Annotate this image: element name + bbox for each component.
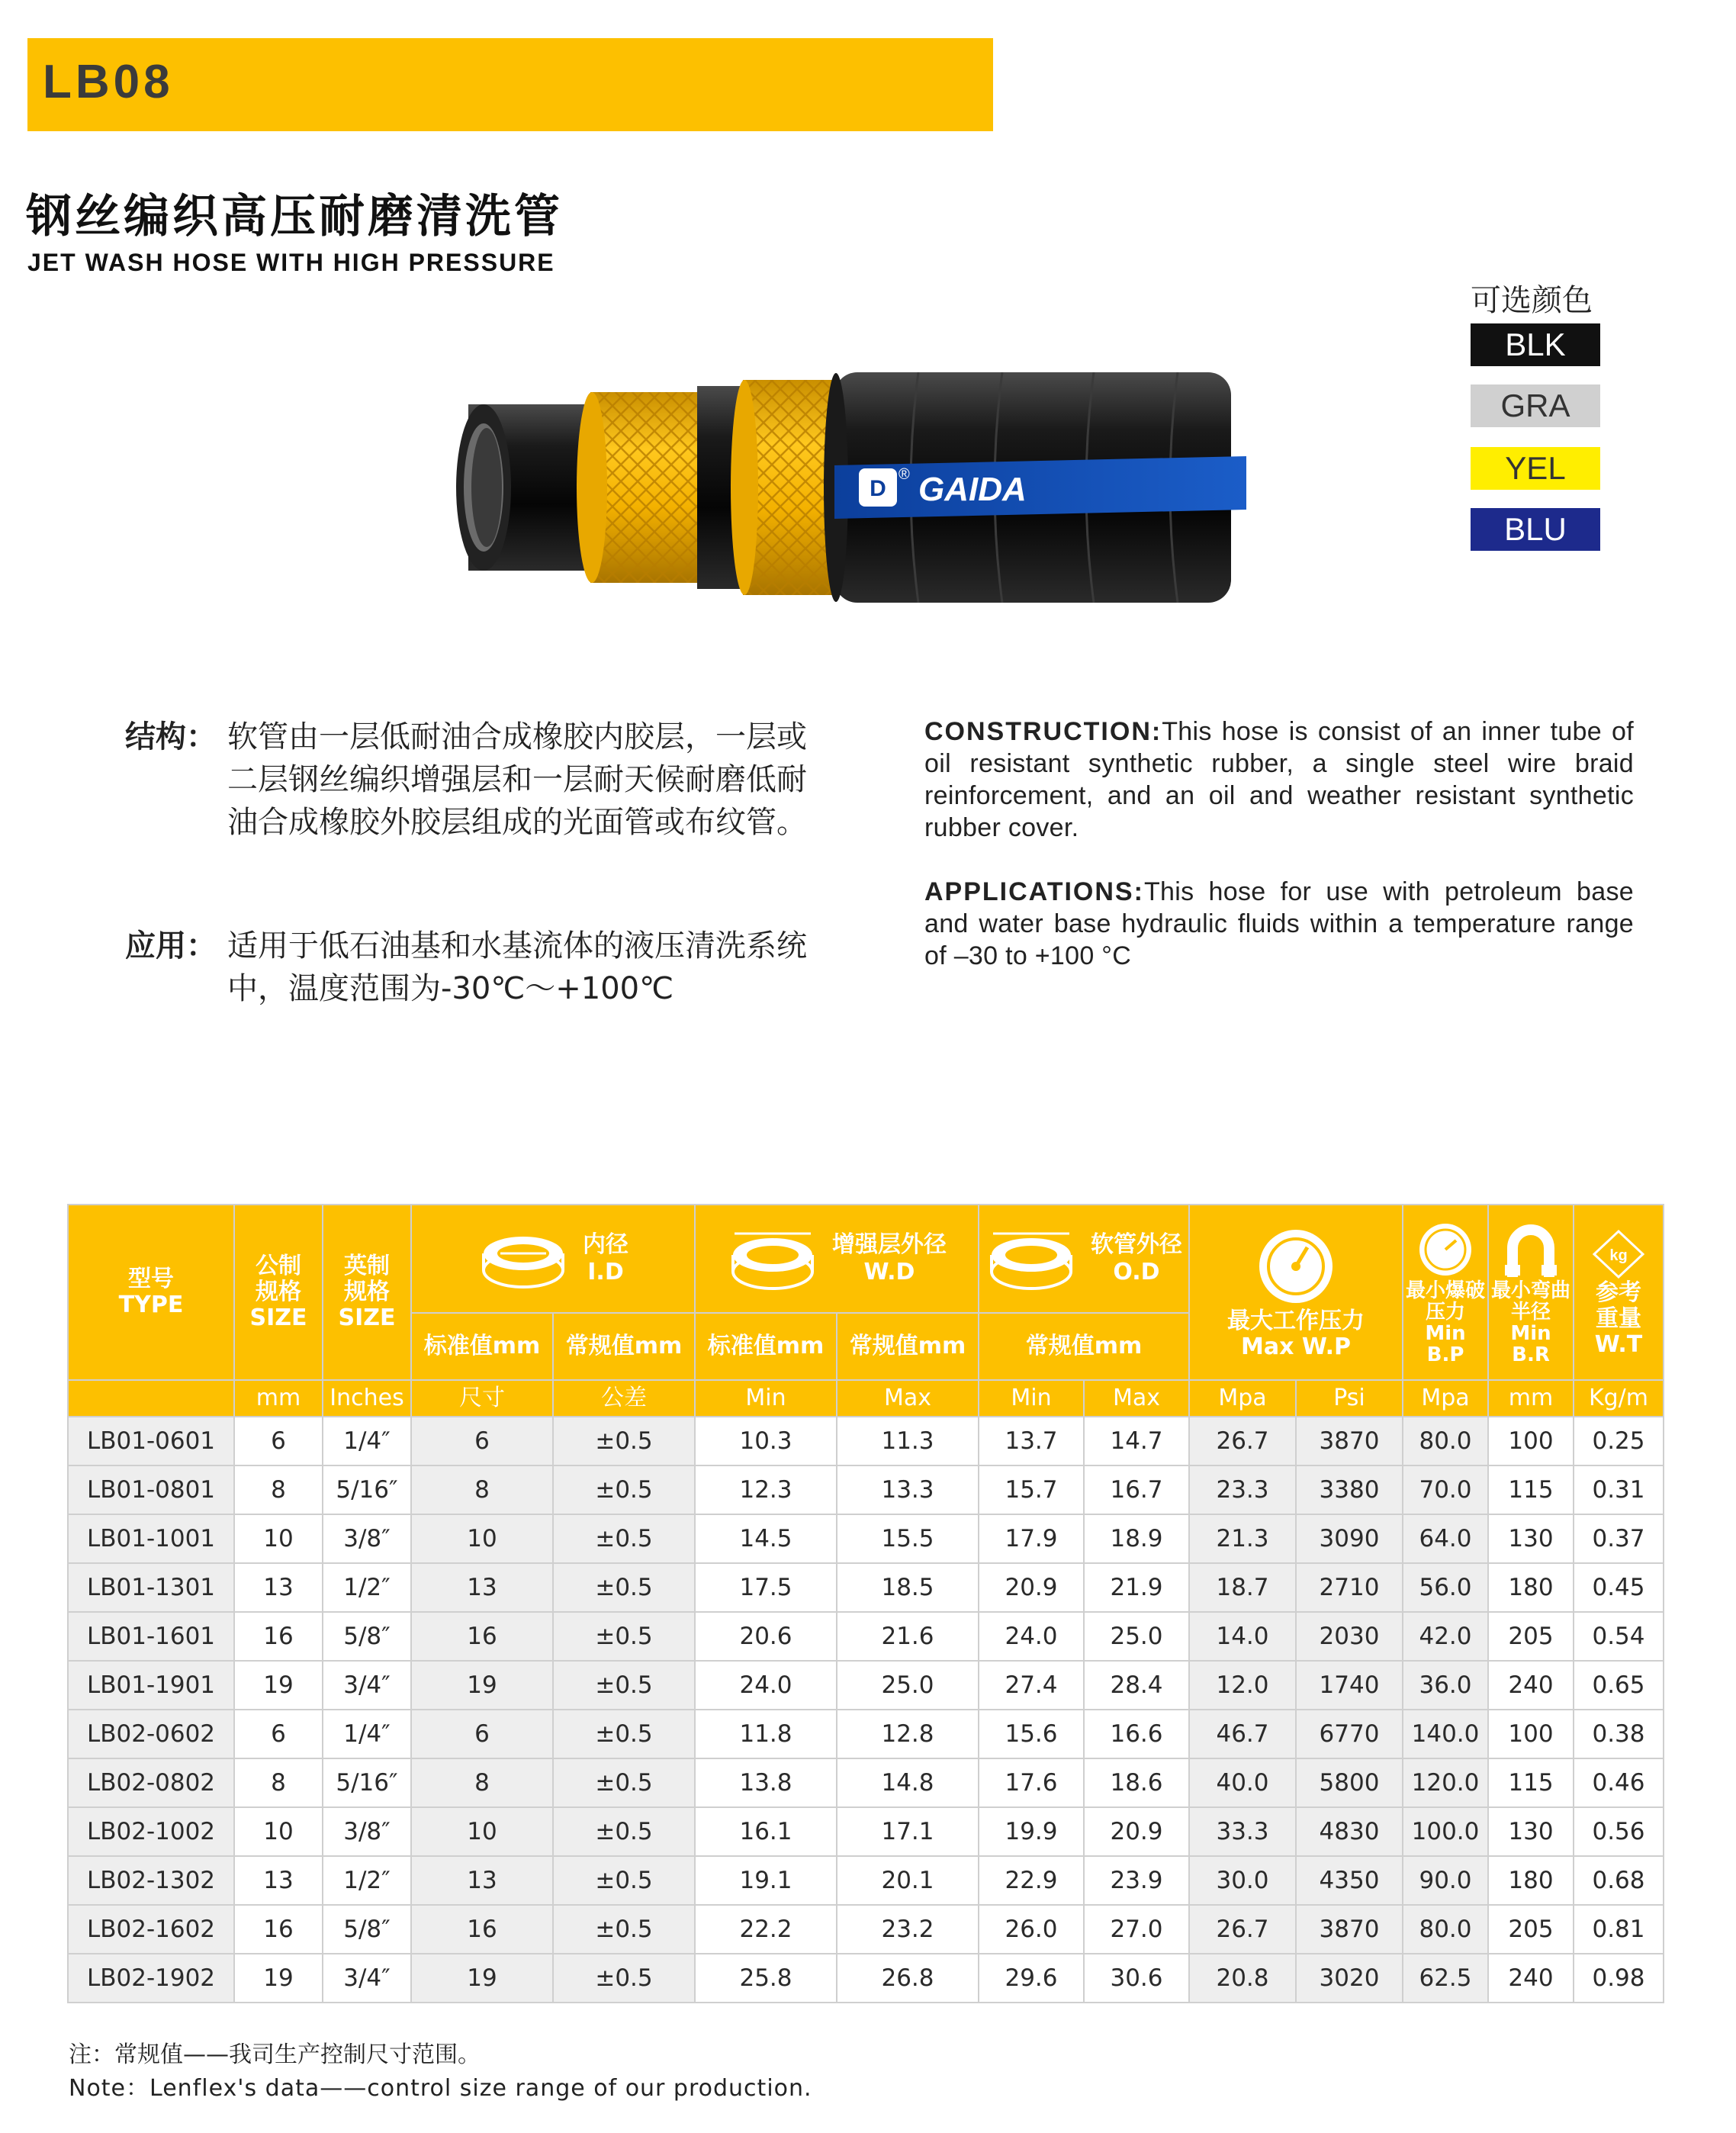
table-cell: 21.3 (1189, 1514, 1296, 1563)
table-cell: 0.38 (1574, 1710, 1664, 1758)
table-cell: 16 (411, 1905, 553, 1954)
table-cell: 25.0 (837, 1661, 979, 1710)
table-cell: 12.8 (837, 1710, 979, 1758)
table-cell: 130 (1488, 1807, 1574, 1856)
units-row (68, 1380, 1664, 1417)
table-cell: 16.6 (1084, 1710, 1189, 1758)
col-wt-cn: 参考重量 (1596, 1279, 1641, 1332)
table-cell: 3090 (1296, 1514, 1403, 1563)
table-cell: 28.4 (1084, 1661, 1189, 1710)
application-en-text: This hose for use with petroleum base and water base hydraulic fluids within a temperature range of –30 to +100 °C (924, 877, 1634, 970)
model-banner (27, 38, 993, 131)
table-cell: 3/4″ (323, 1661, 411, 1710)
table-cell: 14.0 (1189, 1612, 1296, 1661)
table-cell: LB02-0802 (68, 1758, 234, 1807)
bend-radius-icon (1500, 1219, 1561, 1280)
table-cell: 8 (234, 1465, 323, 1514)
table-cell: 46.7 (1189, 1710, 1296, 1758)
table-cell: 3/4″ (323, 1954, 411, 2003)
col-group-wd (695, 1205, 979, 1313)
table-cell: 15.5 (837, 1514, 979, 1563)
construction-cn-label: 结构： (125, 719, 217, 754)
table-cell: 13 (411, 1856, 553, 1905)
table-cell: LB01-1301 (68, 1563, 234, 1612)
table-row (68, 1661, 1664, 1710)
table-cell: 6 (234, 1417, 323, 1465)
table-cell: 24.0 (695, 1661, 837, 1710)
unit-cell: Max (837, 1380, 979, 1417)
table-cell: 12.3 (695, 1465, 837, 1514)
table-cell: 90.0 (1403, 1856, 1488, 1905)
col-od-cn: 软管外径 (1091, 1231, 1182, 1258)
table-cell: 25.0 (1084, 1612, 1189, 1661)
table-cell: 10 (234, 1514, 323, 1563)
col-wd-std: 标准值mm (695, 1313, 837, 1380)
table-row (68, 1856, 1664, 1905)
table-cell: 10 (234, 1807, 323, 1856)
product-title-en: JET WASH HOSE WITH HIGH PRESSURE (27, 249, 555, 276)
table-row (68, 1954, 1664, 2003)
table-cell: 14.8 (837, 1758, 979, 1807)
table-row (68, 1563, 1664, 1612)
unit-cell: 公差 (553, 1380, 695, 1417)
table-cell: LB01-1601 (68, 1612, 234, 1661)
table-cell: 17.1 (837, 1807, 979, 1856)
table-cell: 22.2 (695, 1905, 837, 1954)
table-row (68, 1807, 1664, 1856)
col-wp-en: Max W.P (1241, 1334, 1351, 1360)
table-cell: 26.8 (837, 1954, 979, 2003)
table-cell: 2710 (1296, 1563, 1403, 1612)
table-cell: 18.5 (837, 1563, 979, 1612)
table-cell: 6 (234, 1710, 323, 1758)
table-cell: 21.6 (837, 1612, 979, 1661)
table-cell: ±0.5 (553, 1417, 695, 1465)
unit-cell: mm (234, 1380, 323, 1417)
spec-table-body (68, 1417, 1664, 2003)
pressure-gauge-icon (1254, 1224, 1338, 1308)
unit-cell: Psi (1296, 1380, 1403, 1417)
col-group-wp (1189, 1205, 1403, 1380)
table-cell: 3/8″ (323, 1807, 411, 1856)
table-cell: 115 (1488, 1758, 1574, 1807)
table-cell: 5/16″ (323, 1465, 411, 1514)
hose-illustration (453, 372, 1262, 603)
table-cell: 30.0 (1189, 1856, 1296, 1905)
table-cell: 6 (411, 1710, 553, 1758)
unit-cell (68, 1380, 234, 1417)
svg-text:D: D (870, 476, 886, 501)
table-cell: 240 (1488, 1661, 1574, 1710)
table-cell: 6770 (1296, 1710, 1403, 1758)
table-cell: 20.6 (695, 1612, 837, 1661)
table-cell: 0.37 (1574, 1514, 1664, 1563)
col-type (68, 1205, 234, 1380)
table-row (68, 1417, 1664, 1465)
table-cell: 10.3 (695, 1417, 837, 1465)
table-cell: 22.9 (979, 1856, 1084, 1905)
table-cell: ±0.5 (553, 1954, 695, 2003)
table-cell: 3020 (1296, 1954, 1403, 2003)
col-bp-en: Min B.P (1425, 1322, 1466, 1366)
table-cell: ±0.5 (553, 1710, 695, 1758)
table-cell: 23.3 (1189, 1465, 1296, 1514)
table-cell: 27.0 (1084, 1905, 1189, 1954)
table-cell: 23.2 (837, 1905, 979, 1954)
table-cell: 26.0 (979, 1905, 1084, 1954)
table-row (68, 1514, 1664, 1563)
table-cell: 5/16″ (323, 1758, 411, 1807)
table-cell: 16.7 (1084, 1465, 1189, 1514)
construction-en-label: CONSTRUCTION: (924, 717, 1162, 746)
application-cn-text: 适用于低石油基和水基流体的液压清洗系统中，温度范围为-30℃～+100℃ (227, 928, 807, 1006)
col-bp-cn: 最小爆破压力 (1405, 1279, 1485, 1324)
table-cell: 16 (234, 1612, 323, 1661)
color-swatch-gra (1471, 384, 1600, 427)
table-cell: 42.0 (1403, 1612, 1488, 1661)
table-cell: LB01-0801 (68, 1465, 234, 1514)
table-cell: 18.6 (1084, 1758, 1189, 1807)
table-cell: 29.6 (979, 1954, 1084, 2003)
table-cell: LB02-1002 (68, 1807, 234, 1856)
table-row (68, 1758, 1664, 1807)
application-en-label: APPLICATIONS: (924, 877, 1144, 906)
table-cell: 4350 (1296, 1856, 1403, 1905)
table-cell: 27.4 (979, 1661, 1084, 1710)
table-cell: ±0.5 (553, 1465, 695, 1514)
table-cell: 0.98 (1574, 1954, 1664, 2003)
table-cell: 25.8 (695, 1954, 837, 2003)
color-swatch-yel (1471, 447, 1600, 490)
table-cell: 19 (234, 1661, 323, 1710)
reinforcement-diameter-icon (727, 1224, 818, 1293)
col-wd-en: W.D (863, 1259, 915, 1285)
col-group-od (979, 1205, 1189, 1313)
note-en: Note：Lenflex's data——control size range of our production. (69, 2075, 812, 2102)
table-cell: 62.5 (1403, 1954, 1488, 2003)
table-cell: 33.3 (1189, 1807, 1296, 1856)
table-row (68, 1710, 1664, 1758)
table-cell: 0.25 (1574, 1417, 1664, 1465)
table-cell: 13.3 (837, 1465, 979, 1514)
table-cell: 2030 (1296, 1612, 1403, 1661)
table-cell: 0.31 (1574, 1465, 1664, 1514)
table-cell: 20.8 (1189, 1954, 1296, 2003)
table-cell: 1740 (1296, 1661, 1403, 1710)
table-cell: 3870 (1296, 1417, 1403, 1465)
color-swatch-blu (1471, 508, 1600, 551)
table-cell: 6 (411, 1417, 553, 1465)
table-cell: ±0.5 (553, 1563, 695, 1612)
table-cell: ±0.5 (553, 1905, 695, 1954)
table-cell: 1/4″ (323, 1417, 411, 1465)
weight-icon (1588, 1227, 1649, 1280)
table-cell: 26.7 (1189, 1905, 1296, 1954)
table-cell: 3/8″ (323, 1514, 411, 1563)
table-cell: 21.9 (1084, 1563, 1189, 1612)
table-cell: 16 (411, 1612, 553, 1661)
table-cell: 26.7 (1189, 1417, 1296, 1465)
table-cell: 14.7 (1084, 1417, 1189, 1465)
table-cell: LB02-1902 (68, 1954, 234, 2003)
table-cell: 0.46 (1574, 1758, 1664, 1807)
color-swatch-label: BLU (1504, 511, 1567, 547)
table-cell: 5/8″ (323, 1612, 411, 1661)
col-type-en: TYPE (118, 1292, 184, 1318)
unit-cell: mm (1488, 1380, 1574, 1417)
gaida-logo-icon (859, 468, 897, 507)
table-cell: 8 (234, 1758, 323, 1807)
col-od-en: O.D (1113, 1259, 1160, 1285)
col-inch-size-en: SIZE (338, 1305, 396, 1331)
table-cell: 3380 (1296, 1465, 1403, 1514)
table-cell: ±0.5 (553, 1856, 695, 1905)
col-type-cn: 型号 (128, 1266, 174, 1292)
table-cell: 100 (1488, 1417, 1574, 1465)
table-cell: 20.1 (837, 1856, 979, 1905)
col-id-std: 标准值mm (411, 1313, 553, 1380)
table-cell: 5800 (1296, 1758, 1403, 1807)
table-cell: 13 (234, 1563, 323, 1612)
col-od-reg: 常规值mm (979, 1313, 1189, 1380)
table-cell: LB01-1001 (68, 1514, 234, 1563)
unit-cell: Mpa (1403, 1380, 1488, 1417)
color-swatch-label: BLK (1505, 327, 1566, 362)
col-metric-size-en: SIZE (249, 1305, 307, 1331)
hose-brand-text: GAIDA (918, 471, 1027, 508)
col-id-cn: 内径 (583, 1231, 628, 1258)
table-cell: 20.9 (1084, 1807, 1189, 1856)
svg-text:kg: kg (1609, 1247, 1628, 1264)
col-wp-cn: 最大工作压力 (1227, 1308, 1365, 1334)
col-br (1488, 1205, 1574, 1380)
table-cell: 8 (411, 1758, 553, 1807)
table-cell: 15.7 (979, 1465, 1084, 1514)
table-row (68, 1612, 1664, 1661)
table-cell: 30.6 (1084, 1954, 1189, 2003)
table-cell: 12.0 (1189, 1661, 1296, 1710)
table-cell: 80.0 (1403, 1417, 1488, 1465)
col-wd-cn: 增强层外径 (832, 1231, 947, 1258)
unit-cell: Mpa (1189, 1380, 1296, 1417)
table-cell: 20.9 (979, 1563, 1084, 1612)
table-cell: 0.56 (1574, 1807, 1664, 1856)
color-options-title: 可选颜色 (1471, 283, 1593, 318)
col-id-reg: 常规值mm (553, 1313, 695, 1380)
col-inch-size (323, 1205, 411, 1380)
table-cell: 130 (1488, 1514, 1574, 1563)
table-cell: 0.81 (1574, 1905, 1664, 1954)
table-cell: 80.0 (1403, 1905, 1488, 1954)
color-swatch-blk (1471, 323, 1600, 366)
table-cell: 1/2″ (323, 1856, 411, 1905)
color-swatch-label: GRA (1500, 388, 1570, 423)
construction-en (924, 716, 1634, 844)
table-cell: 115 (1488, 1465, 1574, 1514)
table-cell: 0.68 (1574, 1856, 1664, 1905)
table-cell: 16.1 (695, 1807, 837, 1856)
table-cell: 17.5 (695, 1563, 837, 1612)
inner-diameter-icon (477, 1224, 569, 1293)
table-cell: 64.0 (1403, 1514, 1488, 1563)
col-group-id (411, 1205, 695, 1313)
table-cell: ±0.5 (553, 1758, 695, 1807)
unit-cell: 尺寸 (411, 1380, 553, 1417)
note-cn: 注：常规值——我司生产控制尺寸范围。 (69, 2041, 481, 2068)
table-cell: 14.5 (695, 1514, 837, 1563)
table-cell: 100.0 (1403, 1807, 1488, 1856)
table-cell: 36.0 (1403, 1661, 1488, 1710)
table-cell: 13.7 (979, 1417, 1084, 1465)
table-row (68, 1905, 1664, 1954)
unit-cell: Min (695, 1380, 837, 1417)
col-br-cn: 最小弯曲半径 (1490, 1279, 1570, 1324)
col-wd-reg: 常规值mm (837, 1313, 979, 1380)
table-cell: 16 (234, 1905, 323, 1954)
table-cell: 19 (411, 1954, 553, 2003)
table-cell: 70.0 (1403, 1465, 1488, 1514)
table-cell: 19 (411, 1661, 553, 1710)
table-cell: 19.1 (695, 1856, 837, 1905)
table-cell: 0.65 (1574, 1661, 1664, 1710)
table-cell: 8 (411, 1465, 553, 1514)
burst-pressure-icon (1415, 1219, 1476, 1280)
table-cell: 180 (1488, 1563, 1574, 1612)
col-inch-size-cn: 英制规格 (344, 1253, 390, 1305)
table-cell: 56.0 (1403, 1563, 1488, 1612)
model-code: LB08 (43, 56, 174, 108)
table-cell: ±0.5 (553, 1612, 695, 1661)
table-cell: LB02-1302 (68, 1856, 234, 1905)
application-cn-label: 应用： (125, 928, 217, 964)
table-cell: 11.3 (837, 1417, 979, 1465)
outer-diameter-icon (985, 1224, 1077, 1293)
unit-cell: Min (979, 1380, 1084, 1417)
table-cell: 4830 (1296, 1807, 1403, 1856)
table-cell: 0.45 (1574, 1563, 1664, 1612)
table-cell: 13.8 (695, 1758, 837, 1807)
table-cell: ±0.5 (553, 1514, 695, 1563)
table-cell: 100 (1488, 1710, 1574, 1758)
table-cell: 5/8″ (323, 1905, 411, 1954)
table-row (68, 1465, 1664, 1514)
table-cell: LB02-0602 (68, 1710, 234, 1758)
table-cell: 24.0 (979, 1612, 1084, 1661)
table-cell: LB02-1602 (68, 1905, 234, 1954)
table-cell: 205 (1488, 1612, 1574, 1661)
table-cell: 19.9 (979, 1807, 1084, 1856)
table-cell: 180 (1488, 1856, 1574, 1905)
table-cell: 10 (411, 1807, 553, 1856)
table-cell: 240 (1488, 1954, 1574, 2003)
table-cell: 18.7 (1189, 1563, 1296, 1612)
table-cell: 205 (1488, 1905, 1574, 1954)
table-cell: 3870 (1296, 1905, 1403, 1954)
table-cell: 0.54 (1574, 1612, 1664, 1661)
table-cell: 10 (411, 1514, 553, 1563)
application-en (924, 876, 1634, 972)
table-cell: 1/4″ (323, 1710, 411, 1758)
table-cell: 18.9 (1084, 1514, 1189, 1563)
table-cell: 40.0 (1189, 1758, 1296, 1807)
table-cell: 1/2″ (323, 1563, 411, 1612)
table-cell: ±0.5 (553, 1807, 695, 1856)
unit-cell: Inches (323, 1380, 411, 1417)
table-cell: 11.8 (695, 1710, 837, 1758)
registered-mark: ® (899, 466, 910, 483)
table-cell: 23.9 (1084, 1856, 1189, 1905)
table-cell: 17.9 (979, 1514, 1084, 1563)
table-cell: 13 (234, 1856, 323, 1905)
table-cell: 15.6 (979, 1710, 1084, 1758)
construction-en-text: This hose is consist of an inner tube of oil resistant synthetic rubber, a single steel wire braid reinforcement, and an oil and weather resistant synthetic rubber cover. (924, 717, 1634, 842)
color-swatch-label: YEL (1505, 450, 1566, 486)
table-cell: ±0.5 (553, 1661, 695, 1710)
table-cell: LB01-0601 (68, 1417, 234, 1465)
spec-table (67, 1204, 1664, 2003)
unit-cell: Kg/m (1574, 1380, 1664, 1417)
table-cell: 19 (234, 1954, 323, 2003)
col-br-en: Min B.R (1510, 1322, 1551, 1366)
unit-cell: Max (1084, 1380, 1189, 1417)
table-cell: LB01-1901 (68, 1661, 234, 1710)
table-cell: 140.0 (1403, 1710, 1488, 1758)
construction-cn-text: 软管由一层低耐油合成橡胶内胶层，一层或二层钢丝编织增强层和一层耐天候耐磨低耐油合成橡胶外胶层组成的光面管或布纹管。 (227, 719, 807, 840)
col-wt (1574, 1205, 1664, 1380)
col-id-en: I.D (587, 1259, 624, 1285)
col-metric-size-cn: 公制规格 (256, 1253, 301, 1305)
product-title-cn: 钢丝编织高压耐磨清洗管 (26, 190, 563, 243)
table-cell: 13 (411, 1563, 553, 1612)
table-cell: 17.6 (979, 1758, 1084, 1807)
col-wt-en: W.T (1594, 1331, 1643, 1358)
col-bp (1403, 1205, 1488, 1380)
table-cell: 120.0 (1403, 1758, 1488, 1807)
col-metric-size (234, 1205, 323, 1380)
